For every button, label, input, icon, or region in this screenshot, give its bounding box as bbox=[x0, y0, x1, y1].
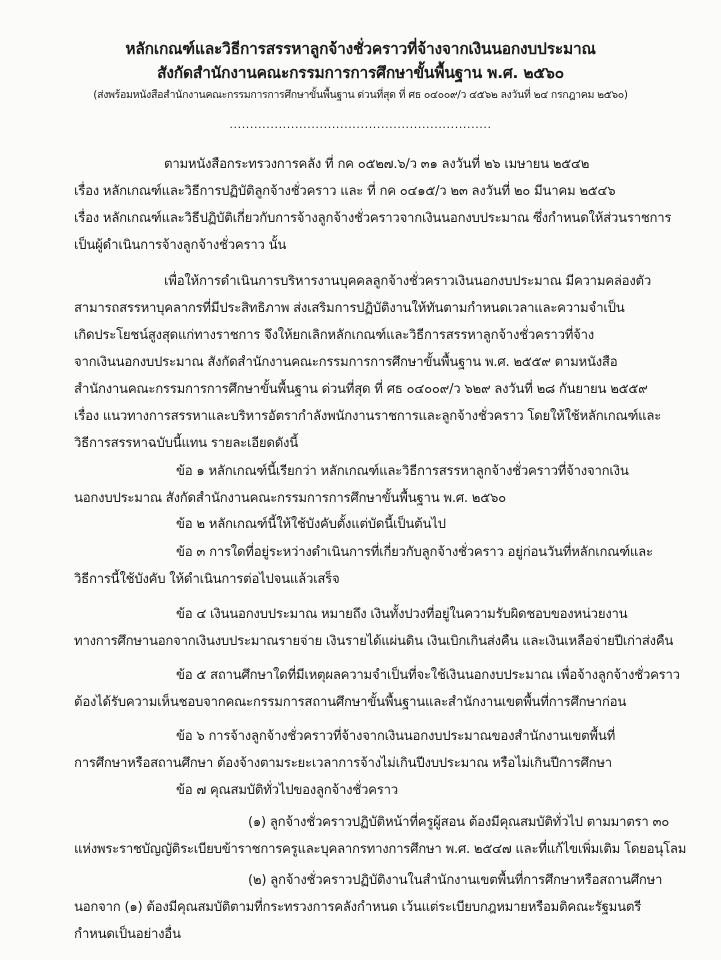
clause-7-item-1: (๑) ลูกจ้างชั่วคราวปฏิบัติหน้าที่ครูผู้สอน ต้องมีคุณสมบัติทั่วไป ตามมาตรา ๓๐ bbox=[248, 815, 670, 830]
document-title-line-2: สังกัดสำนักงานคณะกรรมการการศึกษาขั้นพื้นฐาน พ.ศ. ๒๕๖๐ bbox=[157, 64, 564, 82]
body-line: นอกงบประมาณ สังกัดสำนักงานคณะกรรมการการศึกษาขั้นพื้นฐาน พ.ศ. ๒๕๖๐ bbox=[74, 491, 506, 506]
document-title: หลักเกณฑ์และวิธีการสรรหาลูกจ้างชั่วคราวที่จ้างจากเงินนอกงบประมาณ bbox=[125, 40, 596, 58]
body-line: วิธีการสรรหาฉบับนี้แทน รายละเอียดดังนี้ bbox=[74, 436, 298, 451]
clause-6: ข้อ ๖ การจ้างลูกจ้างชั่วคราวที่จ้างจากเงินนอกงบประมาณของสำนักงานเขตพื้นที่ bbox=[176, 729, 616, 744]
body-line: นอกจาก (๑) ต้องมีคุณสมบัติตามที่กระทรวงการคลังกำหนด เว้นแต่ระเบียบกฎหมายหรือมติคณะรัฐมนตรี bbox=[74, 900, 642, 915]
body-line: จากเงินนอกงบประมาณ สังกัดสำนักงานคณะกรรมการการศึกษาขั้นพื้นฐาน พ.ศ. ๒๕๕๙ ตามหนังสือ bbox=[74, 355, 618, 370]
body-line: สามารถสรรหาบุคลากรที่มีประสิทธิภาพ ส่งเสริมการปฏิบัติงานให้ทันตามกำหนดเวลาและความจำเป็น bbox=[74, 301, 625, 316]
body-line: วิธีการนี้ใช้บังคับ ให้ดำเนินการต่อไปจนแล้วเสร็จ bbox=[74, 572, 340, 587]
body-line: สำนักงานคณะกรรมการการศึกษาขั้นพื้นฐาน ด่วนที่สุด ที่ ศธ ๐๔๐๐๙/ว ๖๒๙ ลงวันที่ ๒๘ กันยายน ๒๕๕๙ bbox=[74, 382, 648, 397]
body-line: เรื่อง หลักเกณฑ์และวิธีปฏิบัติเกี่ยวกับการจ้างลูกจ้างชั่วคราวจากเงินนอกงบประมาณ ซึ่งกำหนดให้ส่วนราชการ bbox=[74, 211, 672, 226]
clause-1: ข้อ ๑ หลักเกณฑ์นี้เรียกว่า หลักเกณฑ์และวิธีการสรรหาลูกจ้างชั่วคราวที่จ้างจากเงิน bbox=[176, 464, 629, 479]
dotted-separator: ................................................................ bbox=[229, 118, 492, 131]
body-line: เป็นผู้ดำเนินการจ้างลูกจ้างชั่วคราว นั้น bbox=[74, 238, 287, 253]
body-line: การศึกษาหรือสถานศึกษา ต้องจ้างตามระยะเวลาการจ้างไม่เกินปีงบประมาณ หรือไม่เกินปีการศึกษา bbox=[74, 756, 612, 771]
body-line: เพื่อให้การดำเนินการบริหารงานบุคคลลูกจ้างชั่วคราวเงินนอกงบประมาณ มีความคล่องตัว bbox=[164, 274, 652, 289]
clause-5: ข้อ ๕ สถานศึกษาใดที่มีเหตุผลความจำเป็นที่จะใช้เงินนอกงบประมาณ เพื่อจ้างลูกจ้างชั่วคราว bbox=[176, 668, 680, 683]
body-line: เกิดประโยชน์สูงสุดแก่ทางราชการ จึงให้ยกเลิกหลักเกณฑ์และวิธีการสรรหาลูกจ้างชั่วคราวที่จ้าง bbox=[74, 328, 594, 343]
clause-7: ข้อ ๗ คุณสมบัติทั่วไปของลูกจ้างชั่วคราว bbox=[176, 783, 398, 798]
body-line: ต้องได้รับความเห็นชอบจากคณะกรรมการสถานศึกษาขั้นพื้นฐานและสำนักงานเขตพื้นที่การศึกษาก่อน bbox=[74, 695, 627, 710]
clause-4: ข้อ ๔ เงินนอกงบประมาณ หมายถึง เงินทั้งปวงที่อยู่ในความรับผิดชอบของหน่วยงาน bbox=[176, 607, 628, 622]
clause-7-item-2: (๒) ลูกจ้างชั่วคราวปฏิบัติงานในสำนักงานเขตพื้นที่การศึกษาหรือสถานศึกษา bbox=[248, 873, 663, 888]
clause-3: ข้อ ๓ การใดที่อยู่ระหว่างดำเนินการที่เกี่ยวกับลูกจ้างชั่วคราว อยู่ก่อนวันที่หลักเกณฑ์และ bbox=[176, 545, 653, 560]
body-line: เรื่อง แนวทางการสรรหาและบริหารอัตรากำลังพนักงานราชการและลูกจ้างชั่วคราว โดยให้ใช้หลักเกณฑ์และ bbox=[74, 409, 662, 424]
body-line: แห่งพระราชบัญญัติระเบียบข้าราชการครูและบุคลากรทางการศึกษา พ.ศ. ๒๕๔๗ และที่แก้ไขเพิ่มเติม โดยอนุโลม bbox=[74, 842, 687, 857]
body-line: ตามหนังสือกระทรวงการคลัง ที่ กค ๐๕๒๗.๖/ว ๓๑ ลงวันที่ ๒๖ เมษายน ๒๕๔๒ bbox=[164, 157, 590, 172]
body-line: ทางการศึกษานอกจากเงินงบประมาณรายจ่าย เงินรายได้แผ่นดิน เงินเบิกเกินส่งคืน และเงินเหลือจ่ายปีเก่าส่งคืน bbox=[74, 634, 674, 649]
body-line: กำหนดเป็นอย่างอื่น bbox=[74, 927, 181, 942]
body-line: เรื่อง หลักเกณฑ์และวิธีการปฏิบัติลูกจ้างชั่วคราว และ ที่ กค ๐๔๑๕/ว ๒๓ ลงวันที่ ๒๐ มีนาคม ๒๕๔๖ bbox=[74, 184, 616, 199]
clause-2: ข้อ ๒ หลักเกณฑ์นี้ให้ใช้บังคับตั้งแต่บัดนี้เป็นต้นไป bbox=[176, 517, 446, 532]
document-reference: (ส่งพร้อมหนังสือสำนักงานคณะกรรมการการศึกษาขั้นพื้นฐาน ด่วนที่สุด ที่ ศธ ๐๔๐๐๙/ว ๔๕๖๒ ลงวันที่ ๒๔ กรกฎาคม ๒๕๖๐) bbox=[93, 89, 628, 101]
